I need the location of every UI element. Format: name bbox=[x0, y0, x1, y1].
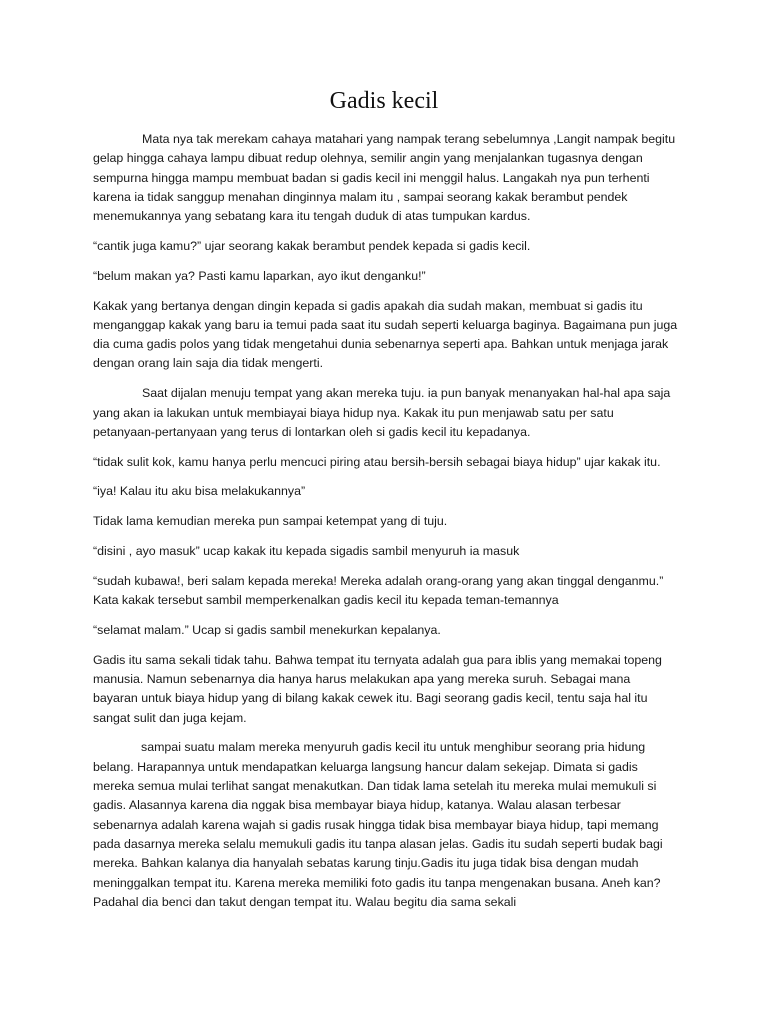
paragraph: Kakak yang bertanya dengan dingin kepada si gadis apakah dia sudah makan, membuat si gadis itu menganggap kakak yang baru ia temui pada saat itu sudah seperti keluarga baginya. Bagaimana pun juga dia cuma gadis polos yang tidak mengetahui dunia sebenarnya seperti apa. Bahkan untuk menjaga jarak dengan orang lain saja dia tidak mengerti. bbox=[93, 298, 678, 371]
document-body bbox=[93, 130, 678, 923]
paragraph: Gadis itu sama sekali tidak tahu. Bahwa tempat itu ternyata adalah gua para iblis yang memakai topeng manusia. Namun sebenarnya dia hanya harus melakukan apa yang mereka suruh. Sebagai mana bayaran untuk biaya hidup yang di bilang kakak cewek itu. Bagi seorang gadis kecil, tentu saja hal itu sangat sulit dan juga kejam. bbox=[93, 652, 662, 725]
paragraph: “belum makan ya? Pasti kamu laparkan, ayo ikut denganku!” bbox=[93, 268, 426, 283]
paragraph: “tidak sulit kok, kamu hanya perlu mencuci piring atau bersih-bersih sebagai biaya hidup” ujar kakak itu. bbox=[93, 454, 661, 469]
paragraph: “iya! Kalau itu aku bisa melakukannya” bbox=[93, 484, 306, 499]
paragraph: “sudah kubawa!, beri salam kepada mereka! Mereka adalah orang-orang yang akan tinggal denganmu.” Kata kakak tersebut sambil memperkenalkan gadis kecil itu kepada teman-temannya bbox=[93, 573, 664, 608]
paragraph: Saat dijalan menuju tempat yang akan mereka tuju. ia pun banyak menanyakan hal-hal apa saja yang akan ia lakukan untuk membiayai biaya hidup nya. Kakak itu pun menjawab satu per satu petanyaan-pertanyaan yang terus di lontarkan oleh si gadis kecil itu kepadanya. bbox=[93, 386, 671, 439]
paragraph: Tidak lama kemudian mereka pun sampai ketempat yang di tuju. bbox=[93, 514, 448, 529]
paragraph: sampai suatu malam mereka menyuruh gadis kecil itu untuk menghibur seorang pria hidung belang. Harapannya untuk mendapatkan keluarga langsung hancur dalam sekejap. Dimata si gadis mereka semua mulai terlihat sangat menakutkan. Dan tidak lama setelah itu mereka mulai memukuli si gadis. Alasannya karena dia nggak bisa membayar biaya hidup, katanya. Walau alasan terbesar sebenarnya adalah karena wajah si gadis rusak hingga tidak bisa membayar biaya hidup, tapi memang pada dasarnya mereka selalu memukuli gadis itu tanpa alasan jelas. Gadis itu sudah seperti budak bagi mereka. Bahkan kalanya dia hanyalah sebatas karung tinju.Gadis itu juga tidak bisa dengan mudah meninggalkan tempat itu. Karena mereka memiliki foto gadis itu tanpa mengenakan busana. Aneh kan? Padahal dia benci dan takut dengan tempat itu. Walau begitu dia sama sekali bbox=[93, 740, 663, 909]
paragraph: “cantik juga kamu?” ujar seorang kakak berambut pendek kepada si gadis kecil. bbox=[93, 238, 531, 253]
paragraph: Mata nya tak merekam cahaya matahari yang nampak terang sebelumnya ,Langit nampak begitu gelap hingga cahaya lampu dibuat redup olehnya, semilir angin yang menjalankan tugasnya dengan sempurna hingga mampu membuat badan si gadis kecil ini menggil halus. Langakah nya pun terhenti karena ia tidak sanggup menahan dinginnya malam itu , sampai seorang kakak berambut pendek menemukannya yang sebatang kara itu tengah duduk di atas tumpukan kardus. bbox=[93, 132, 676, 224]
paragraph: “disini , ayo masuk” ucap kakak itu kepada sigadis sambil menyuruh ia masuk bbox=[93, 544, 520, 559]
paragraph: “selamat malam.” Ucap si gadis sambil menekurkan kepalanya. bbox=[93, 622, 441, 637]
document-title: Gadis kecil bbox=[329, 88, 439, 114]
